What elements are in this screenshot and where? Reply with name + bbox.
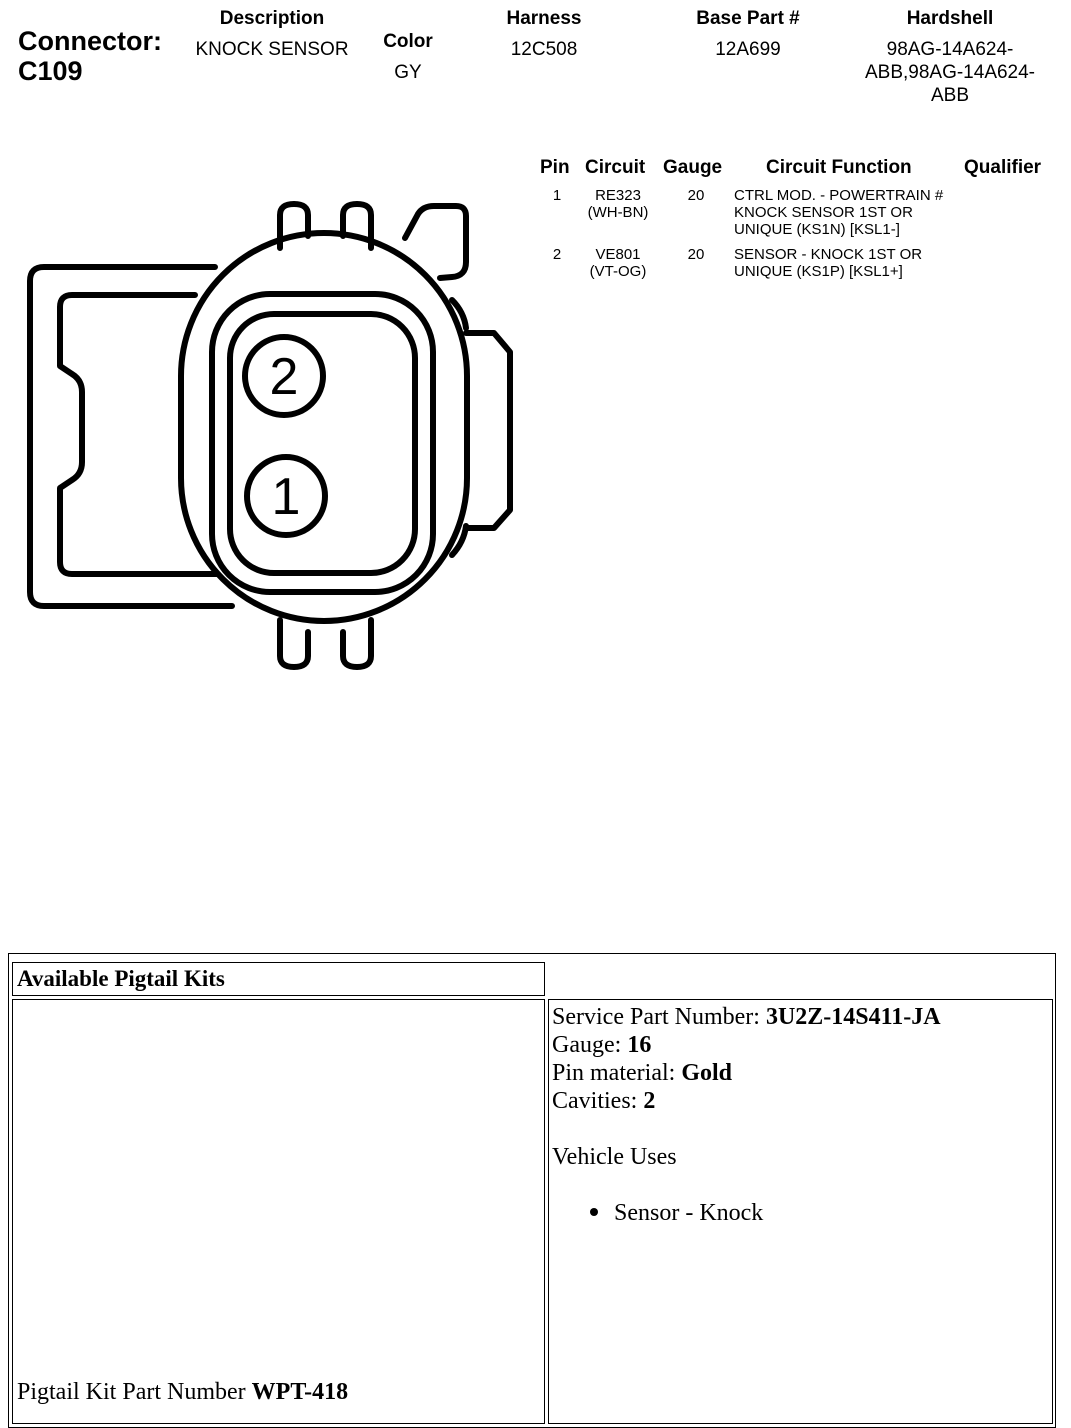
hardshell-label: Hardshell bbox=[906, 8, 994, 29]
gauge-value: 16 bbox=[627, 1032, 652, 1058]
vehicle-uses-label: Vehicle Uses bbox=[552, 1144, 677, 1170]
base-part-label: Base Part # bbox=[696, 8, 800, 29]
harness-label: Harness bbox=[506, 8, 582, 29]
circuit-cell bbox=[573, 246, 663, 280]
circuit-color: (VT-OG) bbox=[589, 263, 647, 280]
pin-cell: 1 bbox=[552, 187, 562, 204]
kit-part-value: WPT-418 bbox=[251, 1379, 349, 1405]
cavities-line bbox=[552, 1087, 941, 1115]
cavities-value: 2 bbox=[643, 1088, 656, 1114]
pin-material-label: Pin material: bbox=[552, 1060, 682, 1086]
harness-value: 12C508 bbox=[510, 39, 578, 60]
connector-id: C109 bbox=[18, 56, 83, 86]
pin-cell: 2 bbox=[552, 246, 562, 263]
gauge-line bbox=[552, 1031, 941, 1059]
bottom-tab bbox=[280, 620, 308, 667]
bottom-tab bbox=[343, 620, 371, 667]
circuit-color: (WH-BN) bbox=[587, 204, 649, 221]
connector-label: Connector: bbox=[18, 26, 162, 56]
pin-material-value: Gold bbox=[681, 1060, 732, 1086]
cavity-inner bbox=[230, 314, 415, 573]
hardshell-line: ABB,98AG-14A624- bbox=[864, 62, 1036, 83]
gauge-header: Gauge bbox=[663, 157, 723, 178]
gauge-label: Gauge: bbox=[552, 1032, 628, 1058]
vehicle-use: Sensor - Knock bbox=[614, 1200, 764, 1226]
pigtail-kit-part-number bbox=[17, 1378, 348, 1406]
hardshell-line: 98AG-14A624- bbox=[886, 39, 1014, 60]
pin-header: Pin bbox=[540, 157, 570, 178]
service-part-label: Service Part Number: bbox=[552, 1004, 766, 1030]
pin-2-label: 2 bbox=[269, 348, 299, 406]
pigtail-details bbox=[552, 1003, 941, 1227]
side-clip bbox=[466, 333, 510, 528]
circuit-code: VE801 bbox=[595, 246, 641, 263]
kit-part-label: Pigtail Kit Part Number bbox=[17, 1379, 252, 1405]
description-value: KNOCK SENSOR bbox=[195, 39, 349, 60]
pin-1-label: 1 bbox=[271, 468, 301, 526]
color-label: Color bbox=[383, 31, 433, 52]
cavity-outer bbox=[212, 294, 433, 592]
pigtail-title: Available Pigtail Kits bbox=[17, 966, 225, 991]
circuit-code: RE323 bbox=[595, 187, 641, 204]
pigtail-kit-cell bbox=[12, 999, 545, 1424]
gauge-cell: 20 bbox=[687, 187, 705, 204]
pigtail-title-cell bbox=[12, 962, 545, 996]
bullet-icon bbox=[590, 1208, 598, 1216]
description-label: Description bbox=[219, 8, 325, 29]
circuit-header: Circuit bbox=[585, 157, 646, 178]
base-part-value: 12A699 bbox=[715, 39, 781, 60]
list-item bbox=[552, 1199, 941, 1227]
circuit-cell bbox=[573, 187, 663, 221]
gauge-cell: 20 bbox=[687, 246, 705, 263]
qualifier-header: Qualifier bbox=[964, 157, 1042, 178]
service-part-value: 3U2Z-14S411-JA bbox=[765, 1004, 941, 1030]
function-header: Circuit Function bbox=[766, 157, 912, 178]
function-line: UNIQUE (KS1N) [KSL1-] bbox=[734, 221, 900, 238]
function-line: CTRL MOD. - POWERTRAIN # bbox=[734, 187, 944, 204]
function-line: UNIQUE (KS1P) [KSL1+] bbox=[734, 263, 903, 280]
connector-title bbox=[18, 26, 162, 86]
function-line: SENSOR - KNOCK 1ST OR bbox=[734, 246, 923, 263]
service-part-line bbox=[552, 1003, 941, 1031]
function-cell bbox=[734, 187, 974, 238]
connector-face-diagram bbox=[0, 180, 540, 680]
color-value: GY bbox=[394, 62, 422, 83]
pin-material-line bbox=[552, 1059, 941, 1087]
cavities-label: Cavities: bbox=[552, 1088, 644, 1114]
pigtail-details-cell bbox=[548, 999, 1053, 1424]
hardshell-line: ABB bbox=[930, 85, 970, 106]
function-line: KNOCK SENSOR 1ST OR bbox=[734, 204, 913, 221]
hardshell-value bbox=[850, 38, 1050, 107]
function-cell bbox=[734, 246, 974, 280]
